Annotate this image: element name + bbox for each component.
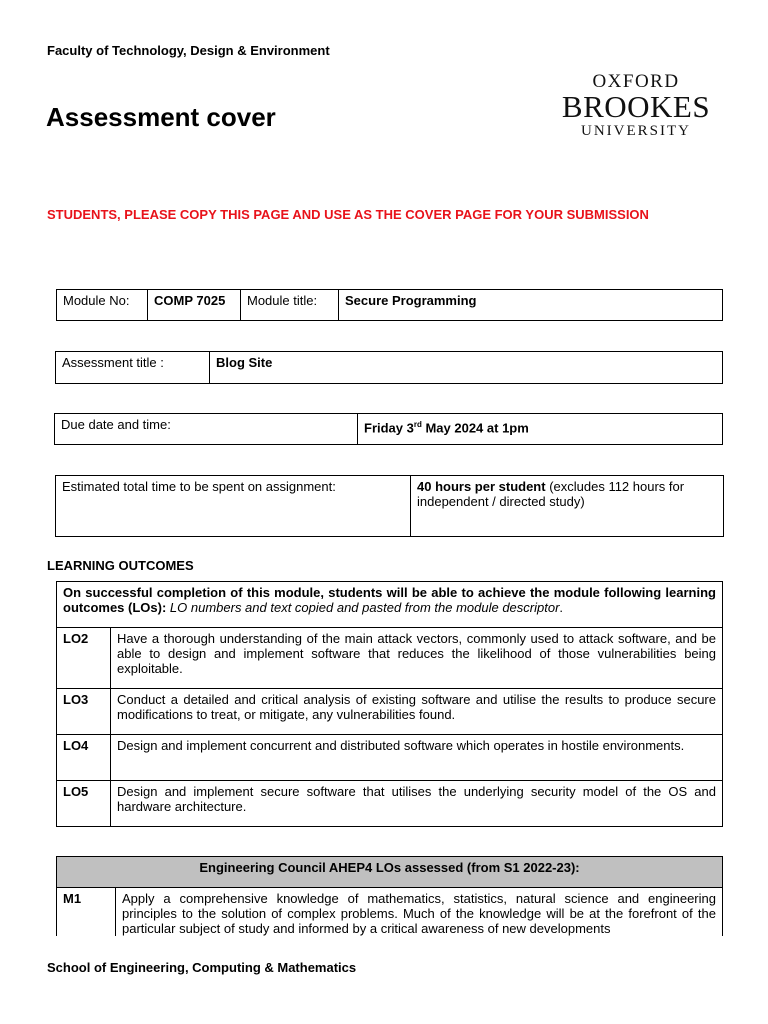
logo-line-2: BROOKES	[561, 89, 711, 124]
assessment-title-value: Blog Site	[210, 352, 723, 384]
module-no-label: Module No:	[57, 290, 148, 321]
estimated-time-label: Estimated total time to be spent on assignment:	[56, 476, 411, 537]
engineering-table	[56, 856, 723, 936]
due-date-table	[54, 413, 723, 445]
table-row: LO4 Design and implement concurrent and distributed software which operates in hostile environments.	[57, 735, 723, 781]
university-logo	[556, 72, 716, 140]
estimated-time-value: 40 hours per student (excludes 112 hours for independent / directed study)	[411, 476, 724, 537]
module-title-label: Module title:	[241, 290, 339, 321]
faculty-name: Faculty of Technology, Design & Environment	[47, 43, 330, 58]
due-date-value: Friday 3rd May 2024 at 1pm	[358, 414, 723, 445]
table-row: M1 Apply a comprehensive knowledge of mathematics, statistics, natural science and engineering principles to the solution of complex problems. Much of the knowledge will be at the forefront of the particular subject of study and informed by a critical awareness of new developments	[57, 888, 723, 937]
table-row: LO2 Have a thorough understanding of the main attack vectors, commonly used to attack software, and be able to design and implement software that reduces the likelihood of those vulnerabilities being exploitable.	[57, 628, 723, 689]
page-title: Assessment cover	[46, 102, 276, 132]
lo-intro: On successful completion of this module, students will be able to achieve the module following learning outcomes (LOs): LO numbers and text copied and pasted from the module descriptor.	[57, 582, 723, 628]
table-row: LO3 Conduct a detailed and critical analysis of existing software and utilise the results to produce secure modifications to treat, or mitigate, any vulnerabilities found.	[57, 689, 723, 735]
module-title-value: Secure Programming	[339, 290, 723, 321]
submission-notice: STUDENTS, PLEASE COPY THIS PAGE AND USE AS THE COVER PAGE FOR YOUR SUBMISSION	[47, 207, 649, 222]
engineering-heading: Engineering Council AHEP4 LOs assessed (from S1 2022-23):	[57, 857, 723, 888]
learning-outcomes-heading: LEARNING OUTCOMES	[47, 558, 194, 573]
module-table	[56, 289, 723, 321]
due-date-label: Due date and time:	[55, 414, 358, 445]
table-row: LO5 Design and implement secure software that utilises the underlying security model of the OS and hardware architecture.	[57, 781, 723, 827]
estimated-time-table	[55, 475, 724, 537]
school-name-footer: School of Engineering, Computing & Mathematics	[47, 960, 357, 975]
logo-line-1: OXFORD	[592, 71, 680, 92]
logo-line-3: UNIVERSITY	[581, 123, 691, 139]
assessment-title-label: Assessment title :	[56, 352, 210, 384]
engineering-table-wrapper	[56, 856, 724, 936]
learning-outcomes-table	[56, 581, 723, 827]
module-no-value: COMP 7025	[148, 290, 241, 321]
assessment-table	[55, 351, 723, 384]
